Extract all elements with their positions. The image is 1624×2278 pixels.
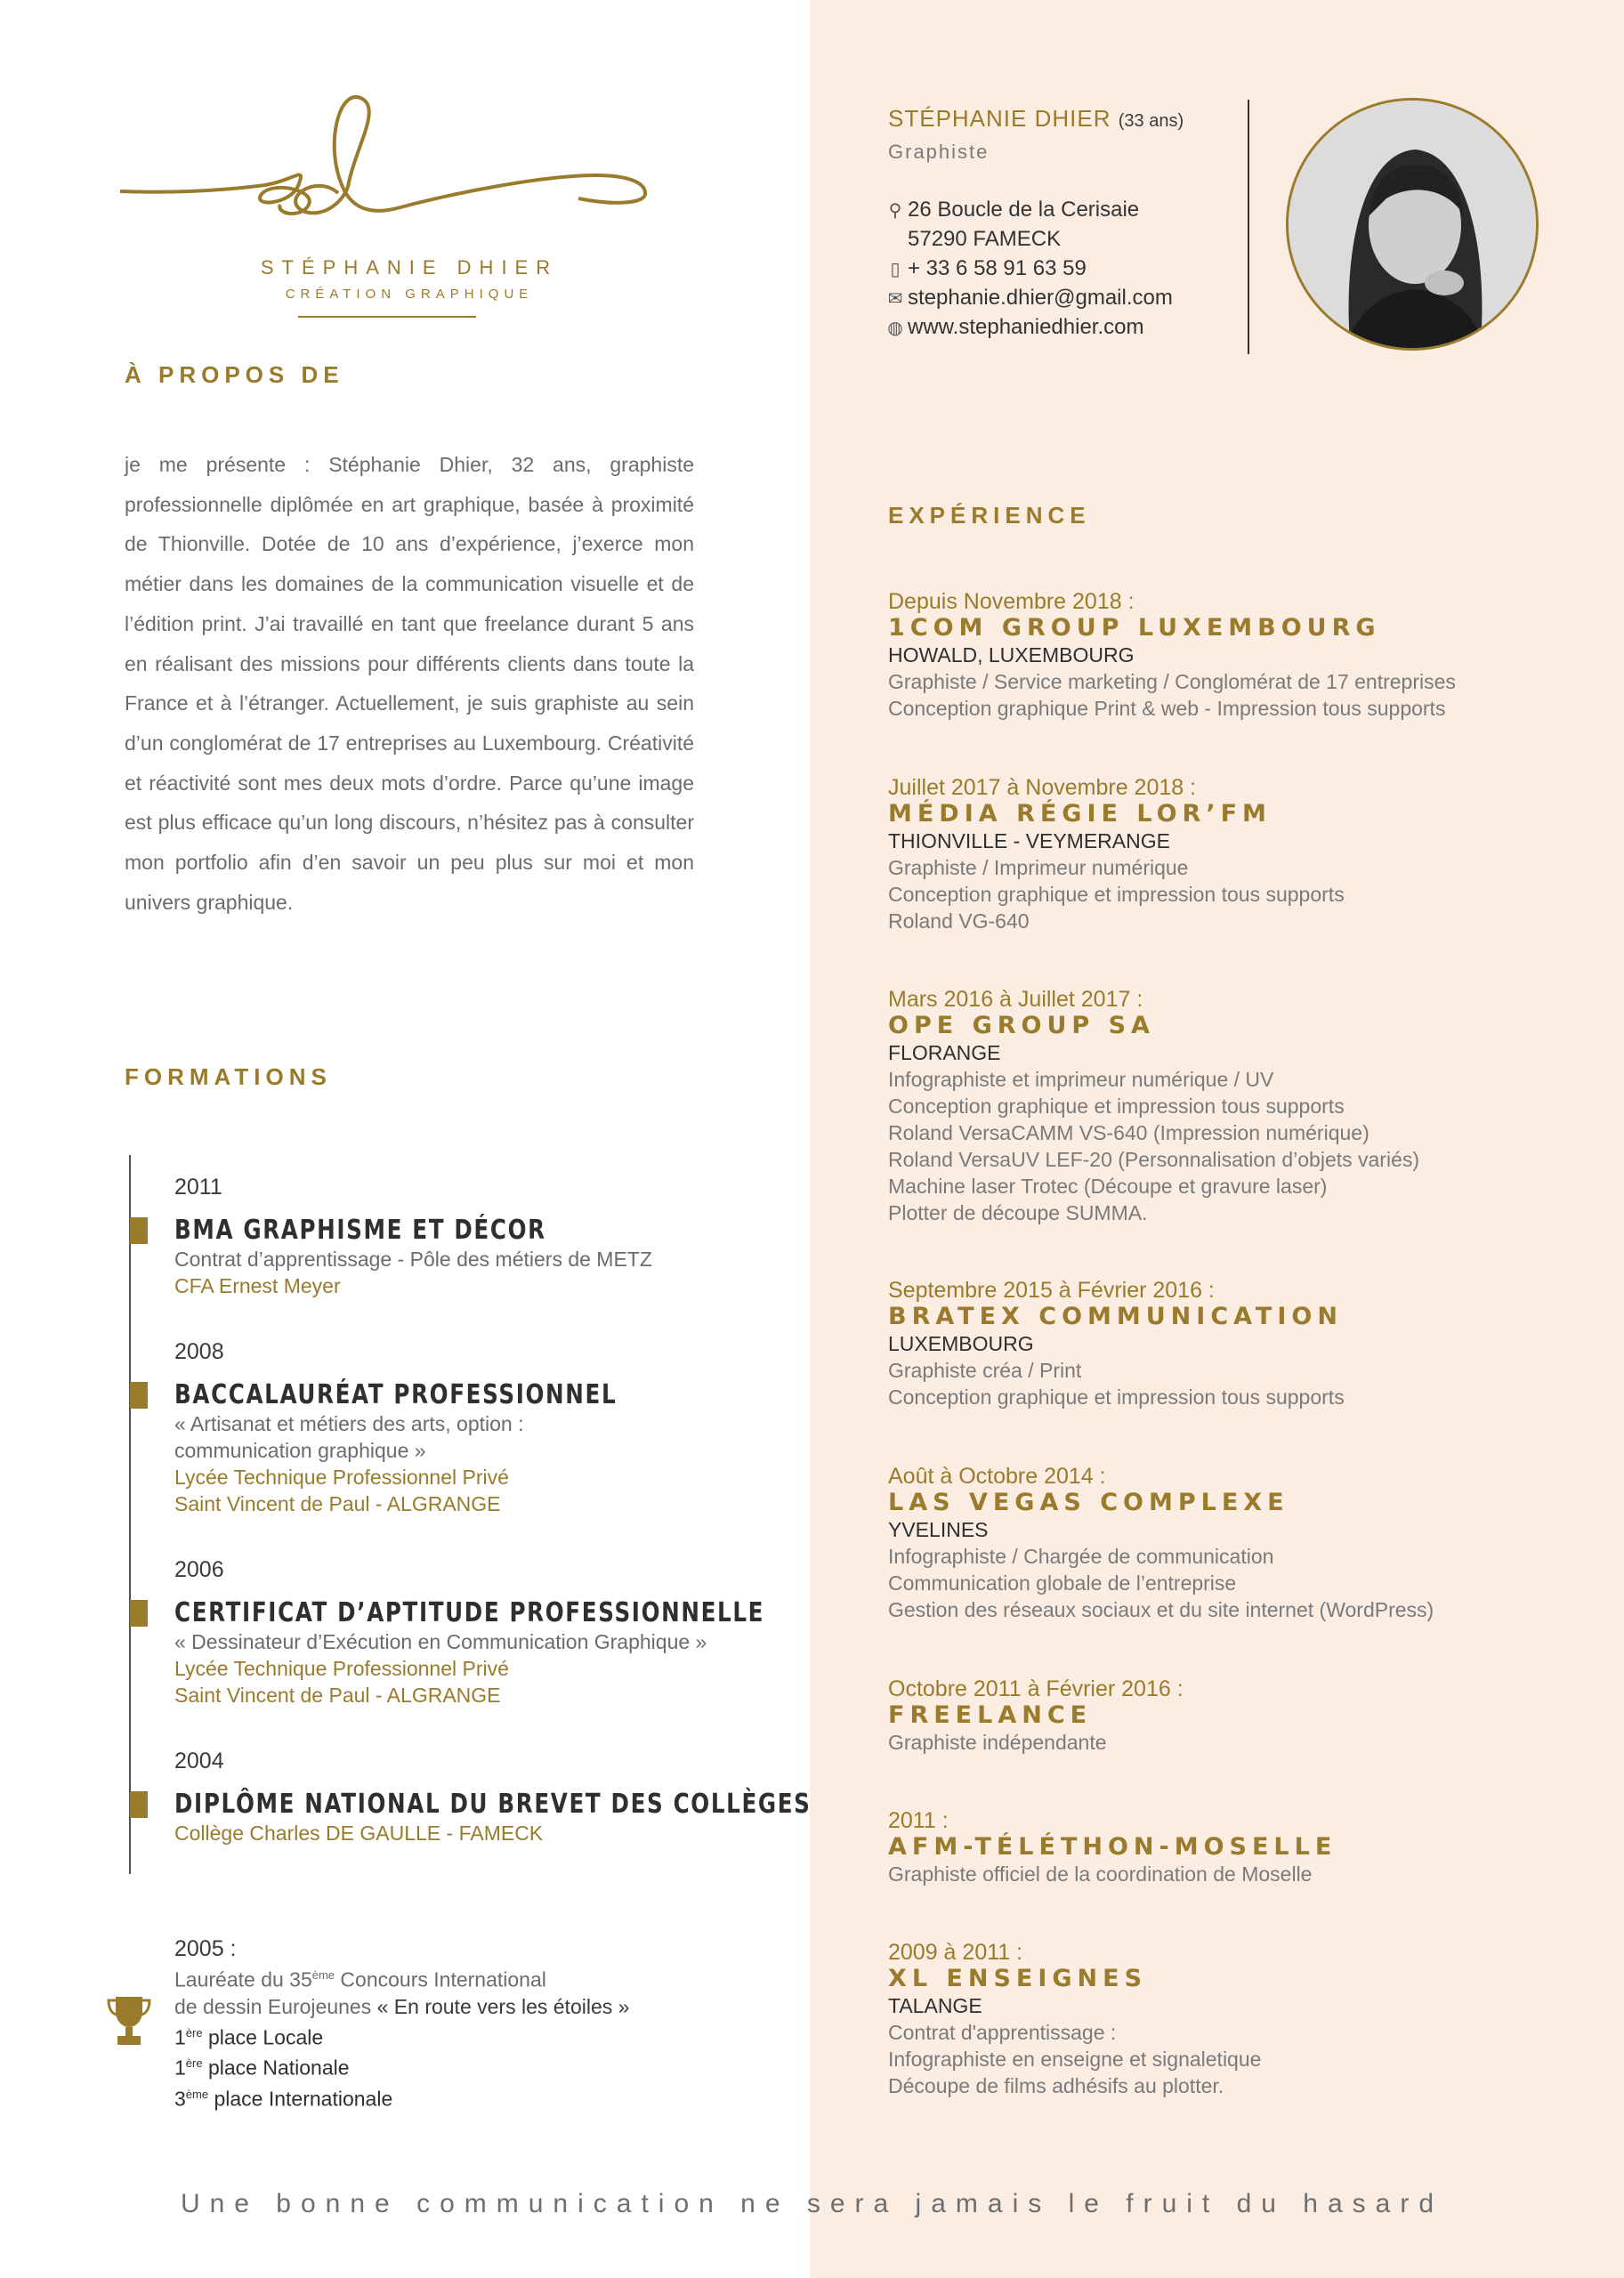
formation-school: Lycée Technique Professionnel Privé: [174, 1466, 509, 1489]
trophy-icon: [107, 1993, 151, 2048]
envelope-icon: ✉: [887, 289, 903, 309]
award-year: 2005 :: [174, 1936, 237, 1961]
exp-line: Machine laser Trotec (Découpe et gravure laser): [888, 1175, 1328, 1198]
experience-item: [888, 774, 1600, 934]
age-text: (33 ans): [1118, 111, 1184, 131]
logo-name: STÉPHANIE DHIER: [260, 256, 559, 279]
exp-line: Infographiste et imprimeur numérique / UV: [888, 1068, 1274, 1091]
award-sup: ème: [311, 1968, 335, 1982]
exp-location: TALANGE: [888, 1994, 982, 2017]
exp-line: Gestion des réseaux sociaux et du site internet (WordPress): [888, 1598, 1434, 1621]
experience-item: [888, 1676, 1600, 1756]
exp-line: Contrat d'apprentissage :: [888, 2021, 1117, 2044]
exp-line: Roland VG-640: [888, 909, 1030, 933]
formation-item: [174, 1557, 815, 1708]
contact-website[interactable]: [886, 315, 1143, 340]
globe-icon: ◍: [887, 319, 903, 338]
award-text: Lauréate du 35: [174, 1967, 312, 1991]
logo-divider: [298, 316, 476, 318]
exp-company: AFM-TÉLÉTHON-MOSELLE: [888, 1833, 1337, 1861]
exp-location: HOWALD, LUXEMBOURG: [888, 643, 1135, 666]
formation-year: 2004: [174, 1749, 224, 1773]
exp-date: Mars 2016 à Juillet 2017 :: [888, 987, 1143, 1012]
formation-degree: CERTIFICAT D’APTITUDE PROFESSIONNELLE: [174, 1597, 765, 1628]
address-line: 26 Boucle de la Cerisaie: [908, 198, 1140, 222]
exp-line: Roland VersaCAMM VS-640 (Impression numérique): [888, 1121, 1369, 1144]
award-place: [174, 2020, 708, 2051]
exp-company: FREELANCE: [888, 1701, 1093, 1729]
exp-date: 2009 à 2011 :: [888, 1940, 1023, 1965]
experience-item: [888, 1939, 1600, 2099]
exp-company: MÉDIA RÉGIE LOR’FM: [888, 800, 1272, 828]
formation-detail: « Artisanat et métiers des arts, option :: [174, 1412, 524, 1435]
experience-item: [888, 588, 1600, 722]
exp-line: Découpe de films adhésifs au plotter.: [888, 2074, 1224, 2097]
exp-location: THIONVILLE - VEYMERANGE: [888, 829, 1170, 852]
phone-text: + 33 6 58 91 63 59: [908, 256, 1087, 280]
exp-company: LAS VEGAS COMPLEXE: [888, 1489, 1289, 1516]
name-text: STÉPHANIE DHIER: [888, 105, 1111, 132]
award: [174, 1936, 708, 2112]
experience-item: [888, 1463, 1600, 1623]
formation-detail: Contrat d’apprentissage - Pôle des métiers de METZ: [174, 1248, 652, 1271]
exp-location: FLORANGE: [888, 1041, 1001, 1064]
place-number: 1: [174, 2056, 186, 2080]
award-text: de dessin Eurojeunes: [174, 1994, 377, 2018]
formations-heading: FORMATIONS: [125, 1063, 332, 1090]
exp-line: Graphiste indépendante: [888, 1731, 1107, 1754]
website-text[interactable]: www.stephaniedhier.com: [908, 315, 1144, 339]
footer-tagline: Une bonne communication ne sera jamais le fruit du hasard: [180, 2189, 1444, 2218]
exp-location: YVELINES: [888, 1518, 989, 1541]
formation-item: [174, 1749, 815, 1846]
about-heading: À PROPOS DE: [125, 361, 344, 388]
about-text: je me présente : Stéphanie Dhier, 32 ans, graphiste professionnelle diplômée en art graphique, basée à proximité de Thionville. Dotée de 10 ans d’expérience, j’exerce mon métier dans les domaines de la communication visuelle et de l’édition print. J’ai travaillé en tant que freelance durant 5 ans en réalisant des missions pour différents clients dans toute la France et à l’étranger. Actuellement, je suis graphiste au sein d’un conglomérat de 17 entreprises au Luxembourg. Créativité et réactivité sont mes deux mots d’ordre. Parce qu’une image est plus efficace qu’un long discours, n’hésitez pas à consulter mon portfolio afin d’en savoir un peu plus sur moi et mon univers graphique.: [125, 453, 694, 914]
award-place: [174, 2050, 708, 2081]
exp-line: Conception graphique et impression tous supports: [888, 1385, 1345, 1409]
phone-icon: ▯: [890, 260, 901, 279]
exp-date: Août à Octobre 2014 :: [888, 1464, 1106, 1489]
exp-line: Conception graphique et impression tous supports: [888, 1095, 1345, 1118]
award-line: [174, 1962, 708, 1993]
email-text[interactable]: stephanie.dhier@gmail.com: [908, 286, 1173, 310]
exp-line: Roland VersaUV LEF-20 (Personnalisation d’objets variés): [888, 1148, 1420, 1171]
formation-school: CFA Ernest Meyer: [174, 1274, 341, 1297]
exp-line: Conception graphique Print & web - Impression tous supports: [888, 697, 1446, 720]
formation-degree: DIPLÔME NATIONAL DU BREVET DES COLLÈGES: [174, 1789, 812, 1820]
formation-year: 2008: [174, 1339, 224, 1364]
exp-company: OPE GROUP SA: [888, 1012, 1155, 1039]
award-place: [174, 2081, 708, 2112]
experience-item: [888, 1807, 1600, 1887]
exp-line: Infographiste en enseigne et signaletique: [888, 2048, 1262, 2071]
contact-address: [886, 198, 1139, 222]
place-number: 1: [174, 2025, 186, 2049]
place-text: place Locale: [202, 2025, 324, 2049]
exp-line: Graphiste créa / Print: [888, 1359, 1082, 1382]
exp-location: LUXEMBOURG: [888, 1332, 1034, 1355]
contact-email[interactable]: [886, 286, 1173, 311]
formation-item: [174, 1339, 815, 1517]
formation-school: Saint Vincent de Paul - ALGRANGE: [174, 1684, 501, 1707]
exp-date: Octobre 2011 à Février 2016 :: [888, 1676, 1184, 1701]
formation-detail: « Dessinateur d’Exécution en Communication Graphique »: [174, 1630, 707, 1653]
award-quote: « En route vers les étoiles »: [376, 1994, 630, 2018]
identity-name: [888, 105, 1184, 133]
exp-date: Juillet 2017 à Novembre 2018 :: [888, 775, 1197, 800]
exp-line: Graphiste / Imprimeur numérique: [888, 856, 1189, 879]
contact-address-2: 57290 FAMECK: [908, 227, 1062, 251]
location-pin-icon: ⚲: [888, 201, 902, 221]
place-number: 3: [174, 2087, 186, 2111]
award-text: Concours International: [335, 1967, 546, 1991]
formation-school: Saint Vincent de Paul - ALGRANGE: [174, 1492, 501, 1515]
formation-detail: communication graphique »: [174, 1439, 426, 1462]
experience-item: [888, 986, 1600, 1226]
place-sup: ère: [185, 2025, 203, 2040]
award-line: [174, 1993, 708, 2020]
place-sup: ère: [185, 2056, 203, 2071]
exp-date: Depuis Novembre 2018 :: [888, 589, 1135, 614]
formation-degree: BACCALAURÉAT PROFESSIONNEL: [174, 1379, 618, 1410]
timeline-marker: [130, 1791, 148, 1818]
place-text: place Internationale: [208, 2087, 393, 2111]
formation-school: Collège Charles DE GAULLE - FAMECK: [174, 1822, 544, 1845]
formation-school: Lycée Technique Professionnel Privé: [174, 1657, 509, 1680]
portrait-image: [1289, 101, 1539, 351]
timeline-marker: [130, 1382, 148, 1409]
experience-item: [888, 1277, 1600, 1410]
place-sup: ème: [185, 2087, 209, 2101]
timeline-line: [129, 1155, 131, 1874]
exp-company: BRATEX COMMUNICATION: [888, 1303, 1343, 1330]
contact-phone: [886, 256, 1087, 281]
timeline-marker: [130, 1600, 148, 1627]
profile-photo: [1286, 98, 1539, 351]
logo-subtitle: CRÉATION GRAPHIQUE: [285, 287, 534, 302]
formation-year: 2006: [174, 1557, 224, 1582]
timeline-marker: [130, 1217, 148, 1244]
exp-company: 1COM GROUP LUXEMBOURG: [888, 614, 1381, 642]
formation-item: [174, 1175, 815, 1299]
header-divider: [1248, 100, 1249, 354]
exp-date: Septembre 2015 à Février 2016 :: [888, 1278, 1215, 1303]
exp-company: XL ENSEIGNES: [888, 1965, 1148, 1992]
exp-line: Plotter de découpe SUMMA.: [888, 1201, 1148, 1224]
exp-line: Graphiste officiel de la coordination de Moselle: [888, 1862, 1313, 1886]
exp-date: 2011 :: [888, 1808, 949, 1833]
place-text: place Nationale: [202, 2056, 350, 2080]
exp-line: Graphiste / Service marketing / Conglomérat de 17 entreprises: [888, 670, 1456, 693]
exp-line: Infographiste / Chargée de communication: [888, 1545, 1274, 1568]
formation-year: 2011: [174, 1175, 222, 1200]
identity-role: Graphiste: [888, 141, 990, 163]
exp-line: Communication globale de l’entreprise: [888, 1571, 1237, 1595]
experience-heading: EXPÉRIENCE: [888, 502, 1091, 529]
exp-line: Conception graphique et impression tous supports: [888, 883, 1345, 906]
formation-degree: BMA GRAPHISME ET DÉCOR: [174, 1215, 546, 1246]
